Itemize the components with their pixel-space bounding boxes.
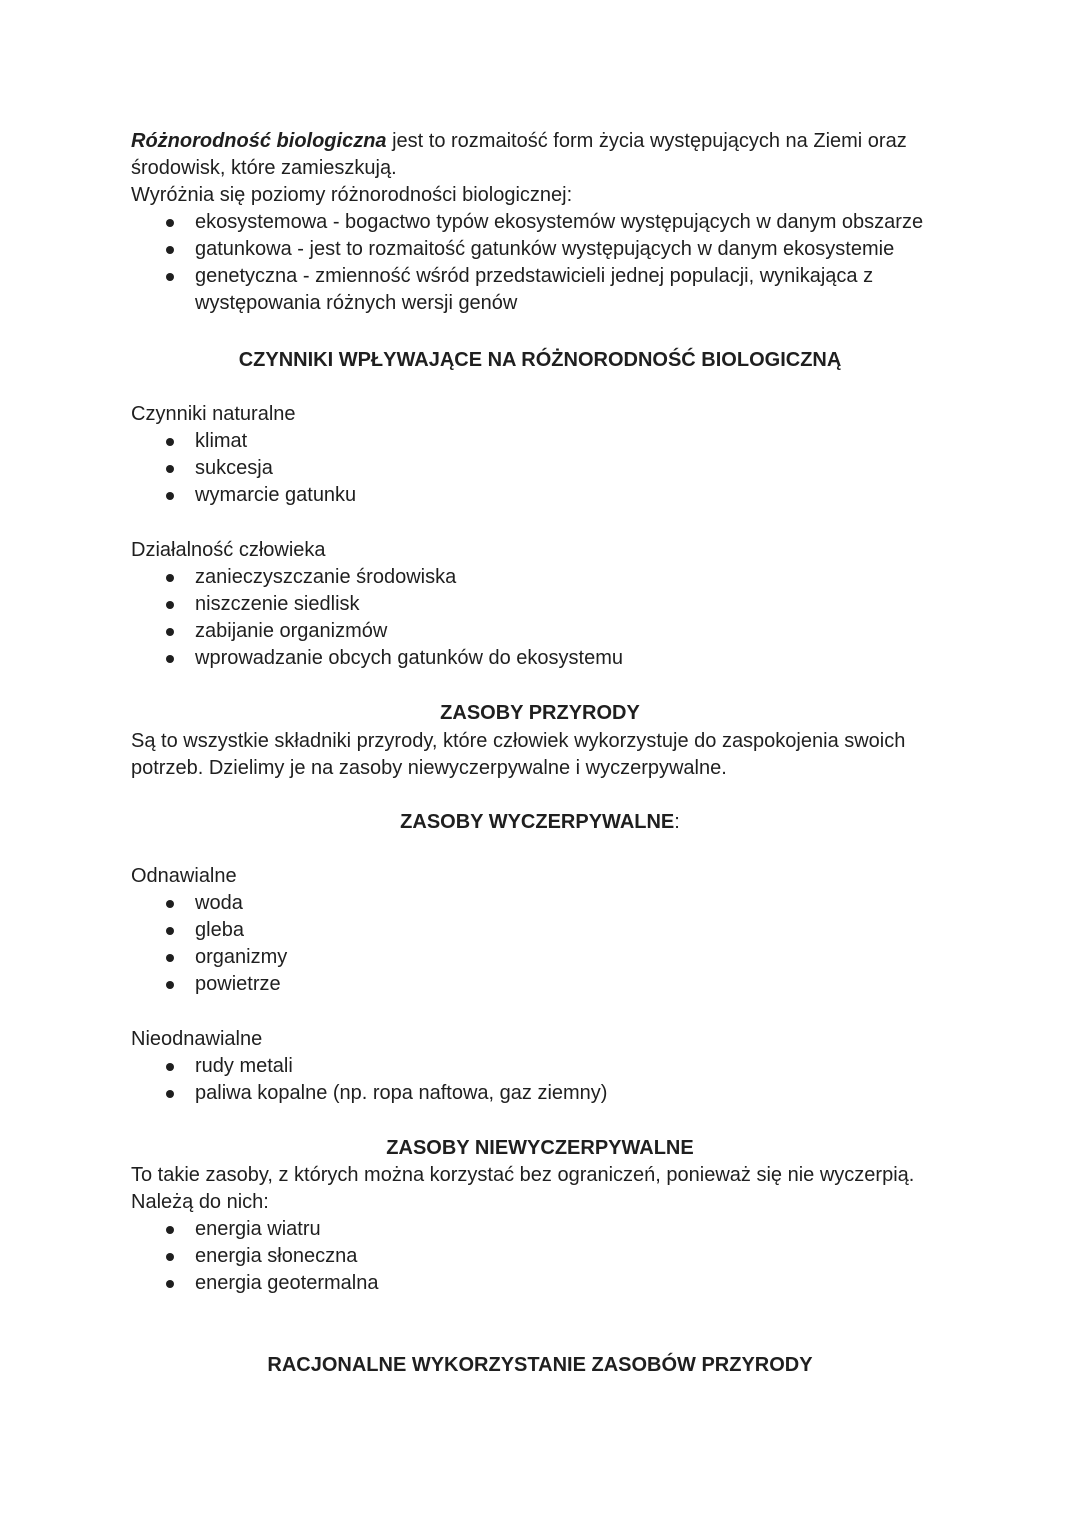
exhaustible-heading [0, 809, 1080, 836]
list-item: energia geotermalna [195, 1270, 951, 1297]
nonrenewable-label: Nieodnawialne [131, 1028, 263, 1050]
bullet-icon [166, 492, 174, 500]
nonrenewable-section [131, 1026, 951, 1107]
list-item: energia wiatru [195, 1216, 951, 1243]
bullet-icon [166, 927, 174, 935]
list-item: niszczenie siedlisk [195, 591, 951, 618]
list-item: rudy metali [195, 1053, 951, 1080]
natural-factors-list [131, 428, 951, 509]
list-item: woda [195, 890, 951, 917]
natural-factors [131, 401, 951, 509]
resources-heading: ZASOBY PRZYRODY [440, 702, 640, 724]
list-item: organizmy [195, 944, 951, 971]
list-item: wymarcie gatunku [195, 482, 951, 509]
bullet-icon [166, 273, 174, 281]
bullet-icon [166, 628, 174, 636]
natural-factors-label: Czynniki naturalne [131, 403, 296, 425]
inexhaustible-section [131, 1216, 951, 1297]
inexhaustible-text: To takie zasoby, z których można korzystać bez ograniczeń, ponieważ się nie wyczerpią. Należą do nich: [131, 1164, 915, 1213]
list-item: gatunkowa - jest to rozmaitość gatunków występujących w danym ekosystemie [195, 236, 951, 263]
bullet-icon [166, 1090, 174, 1098]
bullet-icon [166, 655, 174, 663]
list-item: zabijanie organizmów [195, 618, 951, 645]
bullet-icon [166, 601, 174, 609]
intro-definition-text: jest to rozmaitość form życia występujących na Ziemi oraz środowisk, które zamieszkują. [131, 130, 907, 179]
list-item: ekosystemowa - bogactwo typów ekosystemów występujących w danym obszarze [195, 209, 951, 236]
list-item: powietrze [195, 971, 951, 998]
bullet-icon [166, 954, 174, 962]
levels-intro: Wyróżnia się poziomy różnorodności biologicznej: [131, 184, 573, 206]
human-factors [131, 537, 951, 672]
bullet-icon [166, 438, 174, 446]
renewable-section [131, 863, 951, 998]
human-factors-label: Działalność człowieka [131, 539, 326, 561]
intro-term: Różnorodność biologiczna [131, 130, 387, 152]
bullet-icon [166, 465, 174, 473]
list-item: zanieczyszczanie środowiska [195, 564, 951, 591]
bullet-icon [166, 246, 174, 254]
inexhaustible-heading: ZASOBY NIEWYCZERPYWALNE [386, 1137, 694, 1159]
resources-text: Są to wszystkie składniki przyrody, które człowiek wykorzystuje do zaspokojenia swoich potrzeb. Dzielimy je na zasoby niewyczerpywalne i wyczerpywalne. [131, 730, 906, 779]
renewable-list [131, 890, 951, 998]
renewable-label: Odnawialne [131, 865, 237, 887]
bullet-icon [166, 1226, 174, 1234]
human-factors-list [131, 564, 951, 672]
bullet-icon [166, 1063, 174, 1071]
list-item: paliwa kopalne (np. ropa naftowa, gaz ziemny) [195, 1080, 951, 1107]
list-item: gleba [195, 917, 951, 944]
list-item: wprowadzanie obcych gatunków do ekosystemu [195, 645, 951, 672]
intro-definition [131, 128, 951, 182]
rational-heading: RACJONALNE WYKORZYSTANIE ZASOBÓW PRZYRODY [267, 1354, 813, 1376]
bullet-icon [166, 574, 174, 582]
list-item: energia słoneczna [195, 1243, 951, 1270]
levels-list [131, 209, 951, 317]
bullet-icon [166, 900, 174, 908]
list-item: klimat [195, 428, 951, 455]
list-item: genetyczna - zmienność wśród przedstawicieli jednej populacji, wynikająca z występowania różnych wersji genów [195, 263, 951, 317]
factors-heading: CZYNNIKI WPŁYWAJĄCE NA RÓŻNORODNOŚĆ BIOLOGICZNĄ [238, 349, 842, 371]
exhaustible-heading-text: ZASOBY WYCZERPYWALNE [400, 811, 675, 833]
exhaustible-heading-colon: : [674, 811, 680, 833]
inexhaustible-list [131, 1216, 951, 1297]
intro-section [131, 128, 951, 317]
bullet-icon [166, 219, 174, 227]
bullet-icon [166, 1253, 174, 1261]
bullet-icon [166, 981, 174, 989]
nonrenewable-list [131, 1053, 951, 1107]
bullet-icon [166, 1280, 174, 1288]
list-item: sukcesja [195, 455, 951, 482]
